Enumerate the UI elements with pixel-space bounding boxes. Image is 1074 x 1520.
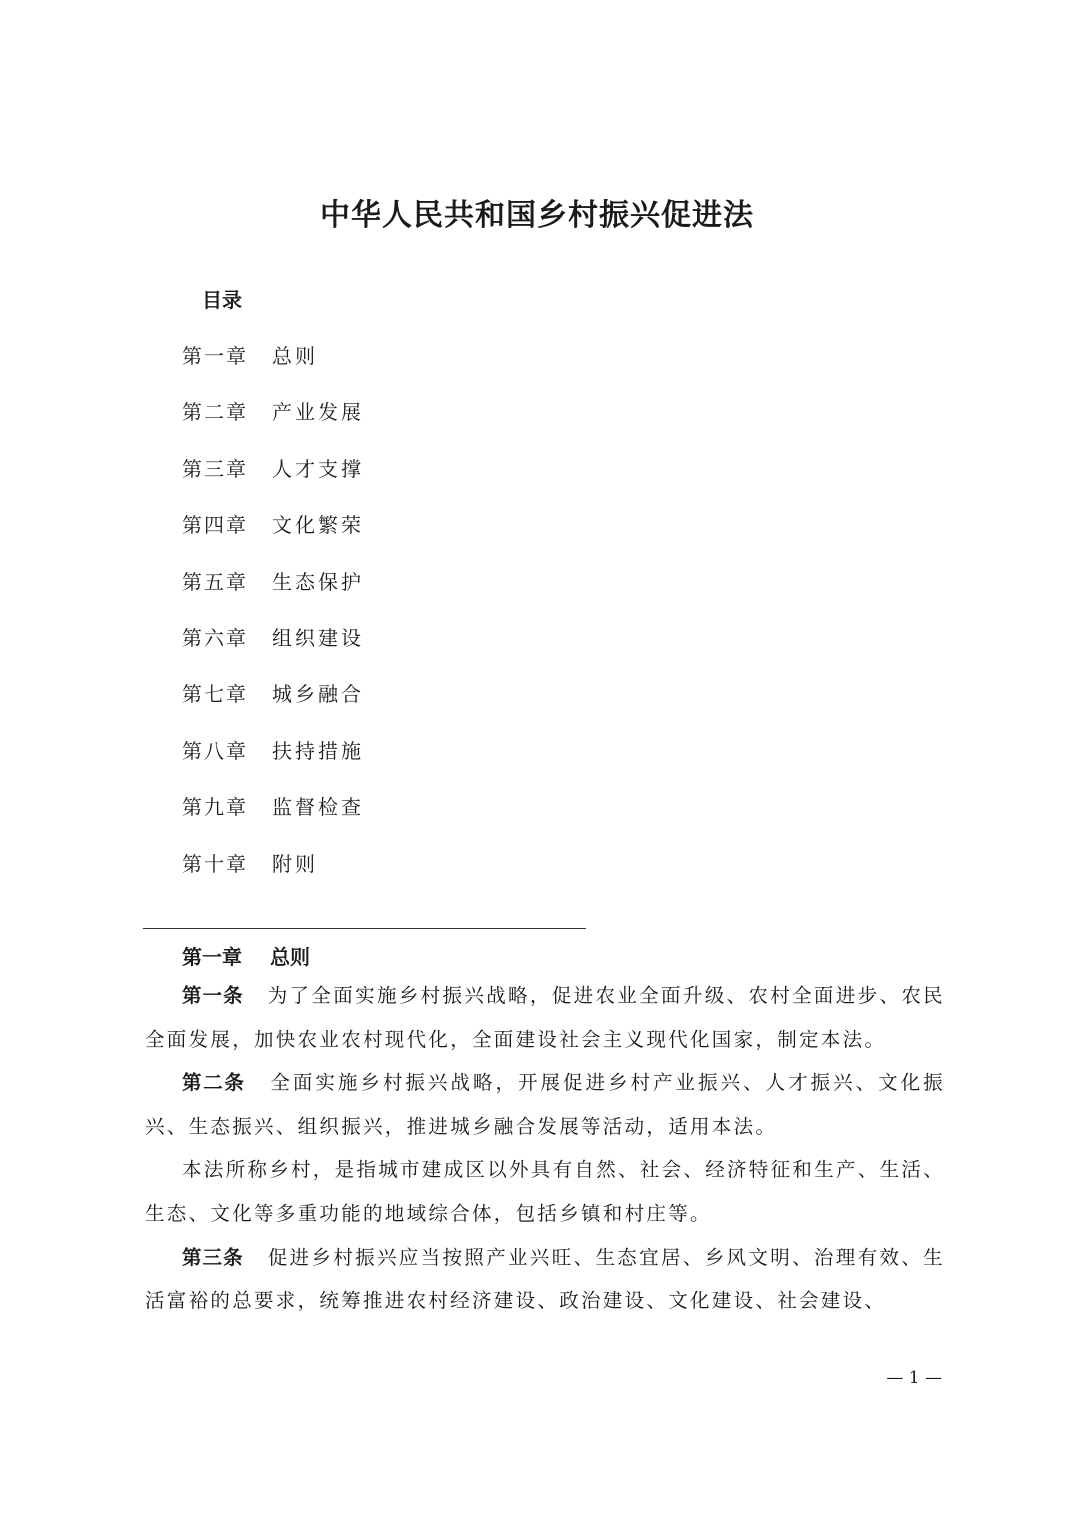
article-paragraph xyxy=(145,1236,945,1323)
chapter-number: 第一章 xyxy=(182,945,242,969)
toc-item xyxy=(182,735,364,791)
toc-chapter-number: 第五章 xyxy=(182,569,248,594)
article-text: 为了全面实施乡村振兴战略，促进农业全面升级、农村全面进步、农民全面发展，加快农业农村现代化，全面建设社会主义现代化国家，制定本法。 xyxy=(145,984,945,1051)
page-number: — 1 — xyxy=(886,1368,942,1388)
document-title: 中华人民共和国乡村振兴促进法 xyxy=(320,198,754,233)
toc-chapter-number: 第十章 xyxy=(182,851,248,876)
toc-chapter-title: 附则 xyxy=(272,851,318,876)
article-label: 第三条 xyxy=(182,1245,244,1269)
toc-item xyxy=(182,848,364,904)
article-paragraph xyxy=(145,974,945,1061)
toc-item xyxy=(182,791,364,847)
toc-chapter-title: 城乡融合 xyxy=(272,682,364,707)
article-paragraph xyxy=(145,1061,945,1148)
toc-chapter-number: 第六章 xyxy=(182,625,248,650)
toc-chapter-title: 人才支撑 xyxy=(272,456,364,481)
toc-chapter-number: 第四章 xyxy=(182,513,248,538)
article-label: 第一条 xyxy=(182,984,244,1007)
toc-chapter-number: 第三章 xyxy=(182,456,248,481)
toc-chapter-number: 第八章 xyxy=(182,738,248,763)
article-label: 第二条 xyxy=(182,1071,246,1095)
toc-item xyxy=(182,622,364,678)
toc-chapter-title: 监督检查 xyxy=(272,795,364,820)
chapter-title: 总则 xyxy=(270,945,310,969)
toc-chapter-number: 第九章 xyxy=(182,795,248,820)
toc-chapter-title: 生态保护 xyxy=(272,569,364,594)
toc-chapter-title: 文化繁荣 xyxy=(272,513,364,538)
table-of-contents xyxy=(182,340,364,904)
toc-chapter-title: 扶持措施 xyxy=(272,738,364,763)
toc-item xyxy=(182,566,364,622)
article-text: 本法所称乡村，是指城市建成区以外具有自然、社会、经济特征和生产、生活、生态、文化等多重功能的地域综合体，包括乡镇和村庄等。 xyxy=(145,1158,946,1225)
toc-chapter-number: 第一章 xyxy=(182,344,248,368)
toc-item xyxy=(182,509,364,565)
toc-chapter-title: 总则 xyxy=(272,344,318,368)
document-body xyxy=(145,940,945,1323)
section-divider xyxy=(143,928,586,929)
toc-item xyxy=(182,396,364,452)
article-text: 全面实施乡村振兴战略，开展促进乡村产业振兴、人才振兴、文化振兴、生态振兴、组织振兴，推进城乡融合发展等活动，适用本法。 xyxy=(145,1071,945,1138)
toc-item xyxy=(182,340,364,396)
article-text: 促进乡村振兴应当按照产业兴旺、生态宜居、乡风文明、治理有效、生活富裕的总要求，统筹推进农村经济建设、政治建设、文化建设、社会建设、 xyxy=(145,1245,945,1313)
toc-item xyxy=(182,453,364,509)
toc-chapter-number: 第二章 xyxy=(182,400,248,425)
toc-chapter-title: 产业发展 xyxy=(272,400,364,425)
toc-item xyxy=(182,678,364,734)
toc-heading: 目录 xyxy=(202,288,242,312)
toc-chapter-title: 组织建设 xyxy=(272,625,364,650)
toc-chapter-number: 第七章 xyxy=(182,682,248,707)
article-paragraph xyxy=(145,1148,945,1235)
chapter-heading xyxy=(182,940,945,974)
